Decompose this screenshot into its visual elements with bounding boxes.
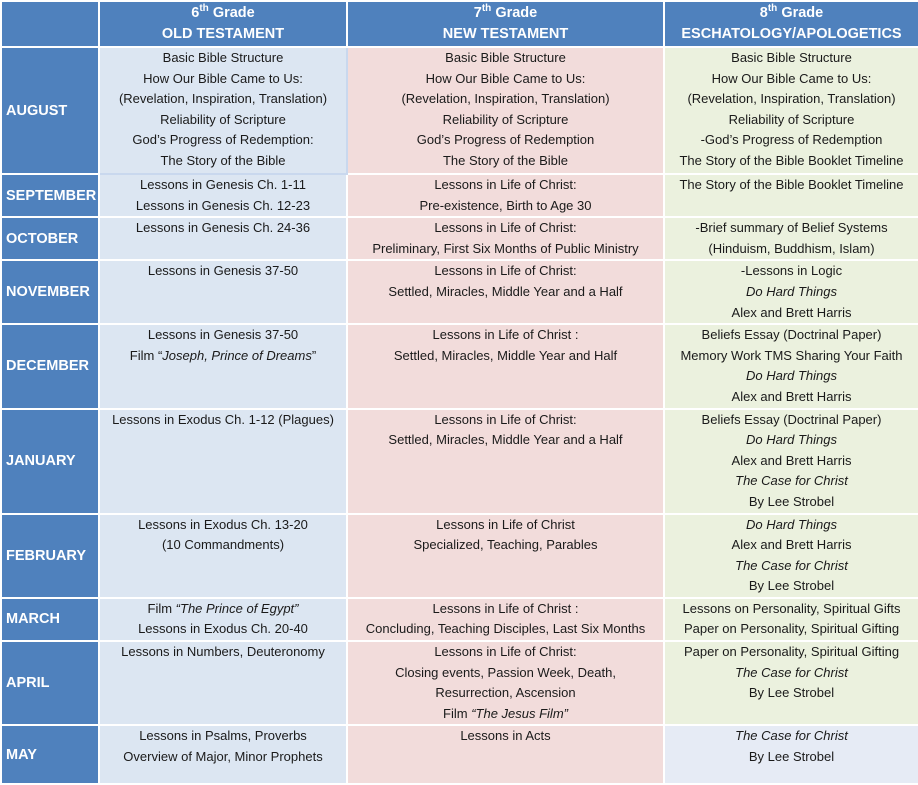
line-text: Lessons in Life of Christ: <box>434 411 577 427</box>
cell-line <box>348 430 663 451</box>
line-text: How Our Bible Came to Us: <box>143 70 303 86</box>
cell-line <box>665 151 918 172</box>
grade7-cell <box>347 324 664 408</box>
grade8-cell <box>664 174 918 217</box>
cell-line <box>100 410 346 431</box>
cell-line <box>348 683 663 704</box>
grade8-cell <box>664 47 918 174</box>
cell-line <box>100 535 346 556</box>
grade6-cell <box>99 47 347 174</box>
cell-line <box>665 535 918 556</box>
cell-line <box>348 663 663 684</box>
cell-line <box>665 683 918 704</box>
grade7-cell <box>347 47 664 174</box>
italic-title: Do Hard Things <box>745 516 838 532</box>
line-text: Film <box>147 600 176 616</box>
table-row <box>1 47 918 174</box>
cell-line <box>100 175 346 196</box>
header-6th-grade: 6th Grade OLD TESTAMENT <box>99 1 347 47</box>
line-text: Lessons in Life of Christ: <box>434 177 577 192</box>
cell-line <box>665 218 918 239</box>
italic-title: The Case for Christ <box>735 728 848 744</box>
line-text: -Lessons in Logic <box>740 263 843 279</box>
month-label: NOVEMBER <box>1 260 99 324</box>
line-text: The Story of the Bible Booklet Timeline <box>679 177 904 192</box>
line-text: By Lee Strobel <box>748 685 835 701</box>
table-row <box>1 641 918 725</box>
cell-line <box>665 556 918 577</box>
line-text: Lessons in Genesis 37-50 <box>147 327 299 343</box>
cell-line <box>665 261 918 282</box>
cell-line <box>100 747 346 768</box>
line-text: Resurrection, Ascension <box>435 685 576 701</box>
line-text: (Revelation, Inspiration, Translation) <box>687 91 896 107</box>
cell-line <box>100 619 346 640</box>
table-row <box>1 324 918 408</box>
line-text: Lessons in Psalms, Proverbs <box>139 728 307 744</box>
header-7th-subject: NEW TESTAMENT <box>442 26 569 42</box>
cell-line <box>100 89 346 110</box>
line-text: Film “ <box>129 347 163 363</box>
cell-line <box>100 642 346 663</box>
cell-line <box>348 151 663 172</box>
header-8th-subject: ESCHATOLOGY/APOLOGETICS <box>681 26 902 42</box>
line-text: Settled, Miracles, Middle Year and Half <box>393 347 618 363</box>
cell-line <box>348 726 663 747</box>
cell-line <box>348 261 663 282</box>
line-text: ” <box>311 347 317 363</box>
cell-line <box>348 48 663 69</box>
line-text: How Our Bible Came to Us: <box>711 70 872 86</box>
italic-title: The Case for Christ <box>735 557 848 573</box>
line-text: (Revelation, Inspiration, Translation) <box>401 91 610 107</box>
cell-line <box>665 492 918 513</box>
cell-line <box>665 303 918 324</box>
cell-line <box>665 747 918 768</box>
line-text: Paper on Personality, Spiritual Gifting <box>683 621 900 637</box>
cell-line <box>665 663 918 684</box>
line-text: Pre-existence, Birth to Age 30 <box>419 197 592 213</box>
cell-line <box>665 366 918 387</box>
line-text: How Our Bible Came to Us: <box>425 70 586 86</box>
cell-line <box>665 576 918 597</box>
cell-line <box>100 261 346 282</box>
line-text: Basic Bible Structure <box>731 50 852 65</box>
grade6-cell <box>99 174 347 217</box>
cell-line <box>100 726 346 747</box>
grade7-cell <box>347 514 664 598</box>
cell-line <box>665 471 918 492</box>
cell-line <box>348 196 663 217</box>
line-text: Preliminary, First Six Months of Public Ministry <box>372 240 639 256</box>
cell-line <box>665 346 918 367</box>
line-text: By Lee Strobel <box>748 578 835 594</box>
grade7-cell <box>347 598 664 641</box>
cell-line <box>348 325 663 346</box>
cell-line <box>100 346 346 367</box>
grade8-cell <box>664 260 918 324</box>
cell-line <box>665 451 918 472</box>
cell-line <box>100 515 346 536</box>
line-text: -Brief summary of Belief Systems <box>695 220 888 236</box>
line-text: Lessons in Genesis Ch. 24-36 <box>135 220 311 236</box>
grade8-cell <box>664 641 918 725</box>
cell-line <box>348 410 663 431</box>
italic-title: “The Prince of Egypt” <box>175 600 299 616</box>
line-text: Beliefs Essay (Doctrinal Paper) <box>701 411 882 427</box>
line-text: The Story of the Bible <box>442 152 568 168</box>
header-7th-grade: 7th Grade NEW TESTAMENT <box>347 1 664 47</box>
line-text: Basic Bible Structure <box>162 50 284 65</box>
month-label: FEBRUARY <box>1 514 99 598</box>
line-text: Lessons in Exodus Ch. 13-20 <box>138 516 308 532</box>
table-row <box>1 409 918 514</box>
line-text: Concluding, Teaching Disciples, Last Six Months <box>365 621 646 637</box>
cell-line <box>665 726 918 747</box>
cell-line <box>665 89 918 110</box>
line-text: Lessons in Genesis Ch. 12-23 <box>135 197 311 213</box>
line-text: Lessons in Exodus Ch. 1-12 (Plagues) <box>112 411 334 427</box>
italic-title: Joseph, Prince of Dreams <box>162 347 312 363</box>
grade6-cell <box>99 514 347 598</box>
cell-line <box>665 387 918 408</box>
cell-line <box>100 325 346 346</box>
cell-line <box>348 89 663 110</box>
cell-line <box>665 599 918 620</box>
cell-line <box>348 346 663 367</box>
line-text: Alex and Brett Harris <box>731 388 852 404</box>
cell-line <box>348 642 663 663</box>
cell-line <box>100 599 346 620</box>
line-text: Film <box>443 705 472 721</box>
month-label: AUGUST <box>1 47 99 174</box>
cell-line <box>348 130 663 151</box>
line-text: Lessons in Life of Christ: <box>434 220 577 236</box>
line-text: Lessons in Life of Christ : <box>432 600 579 616</box>
line-text: Reliability of Scripture <box>160 111 286 127</box>
month-label: JANUARY <box>1 409 99 514</box>
grade8-cell <box>664 324 918 408</box>
cell-line <box>100 151 346 172</box>
grade6-cell <box>99 725 347 784</box>
cell-line <box>665 430 918 451</box>
grade7-cell <box>347 725 664 784</box>
grade7-cell <box>347 641 664 725</box>
table-row <box>1 725 918 784</box>
line-text: Closing events, Passion Week, Death, <box>395 664 616 680</box>
grade8-cell <box>664 514 918 598</box>
grade8-cell <box>664 217 918 260</box>
line-text: The Story of the Bible Booklet Timeline <box>679 152 904 168</box>
line-text: God’s Progress of Redemption <box>416 132 595 148</box>
grade7-cell <box>347 260 664 324</box>
grade6-cell <box>99 641 347 725</box>
line-text: (10 Commandments) <box>161 537 285 553</box>
line-text: Lessons in Numbers, Deuteronomy <box>121 644 325 660</box>
header-6th-subject: OLD TESTAMENT <box>161 26 285 42</box>
grade8-cell <box>664 598 918 641</box>
cell-line <box>100 48 346 69</box>
line-text: By Lee Strobel <box>748 749 835 765</box>
grade8-cell <box>664 409 918 514</box>
cell-line <box>665 642 918 663</box>
grade7-cell <box>347 174 664 217</box>
line-text: Beliefs Essay (Doctrinal Paper) <box>701 327 882 343</box>
line-text: Settled, Miracles, Middle Year and a Half <box>388 432 623 448</box>
header-8th-grade: 8th Grade ESCHATOLOGY/APOLOGETICS <box>664 1 918 47</box>
line-text: Paper on Personality, Spiritual Gifting <box>683 644 900 660</box>
italic-title: “The Jesus Film” <box>471 705 568 721</box>
cell-line <box>100 110 346 131</box>
month-label: MAY <box>1 725 99 784</box>
cell-line <box>665 130 918 151</box>
line-text: (Hinduism, Buddhism, Islam) <box>708 240 875 256</box>
line-text: Basic Bible Structure <box>445 50 566 65</box>
line-text: Lessons in Acts <box>460 728 551 744</box>
line-text: Alex and Brett Harris <box>731 452 852 468</box>
cell-line <box>348 535 663 556</box>
cell-line <box>348 110 663 131</box>
grade7-cell <box>347 217 664 260</box>
month-label: OCTOBER <box>1 217 99 260</box>
line-text: Lessons in Genesis Ch. 1-11 <box>140 177 306 192</box>
cell-line <box>665 239 918 260</box>
cell-line <box>348 619 663 640</box>
cell-line <box>348 599 663 620</box>
line-text: Settled, Miracles, Middle Year and a Half <box>388 283 623 299</box>
cell-line <box>665 69 918 90</box>
line-text: Reliability of Scripture <box>442 111 569 127</box>
table-row <box>1 217 918 260</box>
cell-line <box>665 619 918 640</box>
table-row <box>1 598 918 641</box>
header-row <box>1 1 918 47</box>
line-text: (Revelation, Inspiration, Translation) <box>118 91 328 107</box>
line-text: Memory Work TMS Sharing Your Faith <box>680 347 903 363</box>
month-label: APRIL <box>1 641 99 725</box>
line-text: Reliability of Scripture <box>728 111 855 127</box>
cell-line <box>665 110 918 131</box>
cell-line <box>665 48 918 69</box>
line-text: Alex and Brett Harris <box>731 304 852 320</box>
line-text: God’s Progress of Redemption: <box>132 132 314 148</box>
cell-line <box>348 239 663 260</box>
grade6-cell <box>99 598 347 641</box>
cell-line <box>100 130 346 151</box>
cell-line <box>665 410 918 431</box>
cell-line <box>348 69 663 90</box>
cell-line <box>348 515 663 536</box>
line-text: Lessons in Life of Christ: <box>434 644 577 660</box>
line-text: Specialized, Teaching, Parables <box>413 537 598 553</box>
grade6-cell <box>99 217 347 260</box>
line-text: Lessons in Life of Christ: <box>434 263 577 279</box>
italic-title: Do Hard Things <box>745 283 838 299</box>
italic-title: Do Hard Things <box>745 368 838 384</box>
cell-line <box>665 282 918 303</box>
line-text: The Story of the Bible <box>160 152 286 168</box>
cell-line <box>665 325 918 346</box>
grade7-cell <box>347 409 664 514</box>
line-text: -God’s Progress of Redemption <box>700 132 883 148</box>
cell-line <box>100 218 346 239</box>
cell-line <box>348 704 663 725</box>
month-label: MARCH <box>1 598 99 641</box>
line-text: Lessons in Exodus Ch. 20-40 <box>138 621 308 637</box>
line-text: Lessons in Genesis 37-50 <box>147 263 299 279</box>
table-row <box>1 174 918 217</box>
italic-title: The Case for Christ <box>735 664 848 680</box>
cell-line <box>348 282 663 303</box>
table-row <box>1 260 918 324</box>
cell-line <box>348 218 663 239</box>
month-label: DECEMBER <box>1 324 99 408</box>
line-text: Lessons on Personality, Spiritual Gifts <box>682 600 901 616</box>
header-corner <box>1 1 99 47</box>
table-row <box>1 514 918 598</box>
line-text: By Lee Strobel <box>748 493 835 509</box>
italic-title: Do Hard Things <box>745 432 838 448</box>
line-text: Overview of Major, Minor Prophets <box>123 749 323 765</box>
cell-line <box>100 69 346 90</box>
cell-line <box>100 196 346 217</box>
italic-title: The Case for Christ <box>735 473 848 489</box>
cell-line <box>665 515 918 536</box>
line-text: Alex and Brett Harris <box>731 537 852 553</box>
grade6-cell <box>99 409 347 514</box>
line-text: Lessons in Life of Christ <box>436 516 575 532</box>
cell-line <box>665 175 918 196</box>
cell-line <box>348 175 663 196</box>
line-text: Lessons in Life of Christ : <box>432 327 579 343</box>
grade6-cell <box>99 260 347 324</box>
month-label: SEPTEMBER <box>1 174 99 217</box>
grade8-cell <box>664 725 918 784</box>
grade6-cell <box>99 324 347 408</box>
